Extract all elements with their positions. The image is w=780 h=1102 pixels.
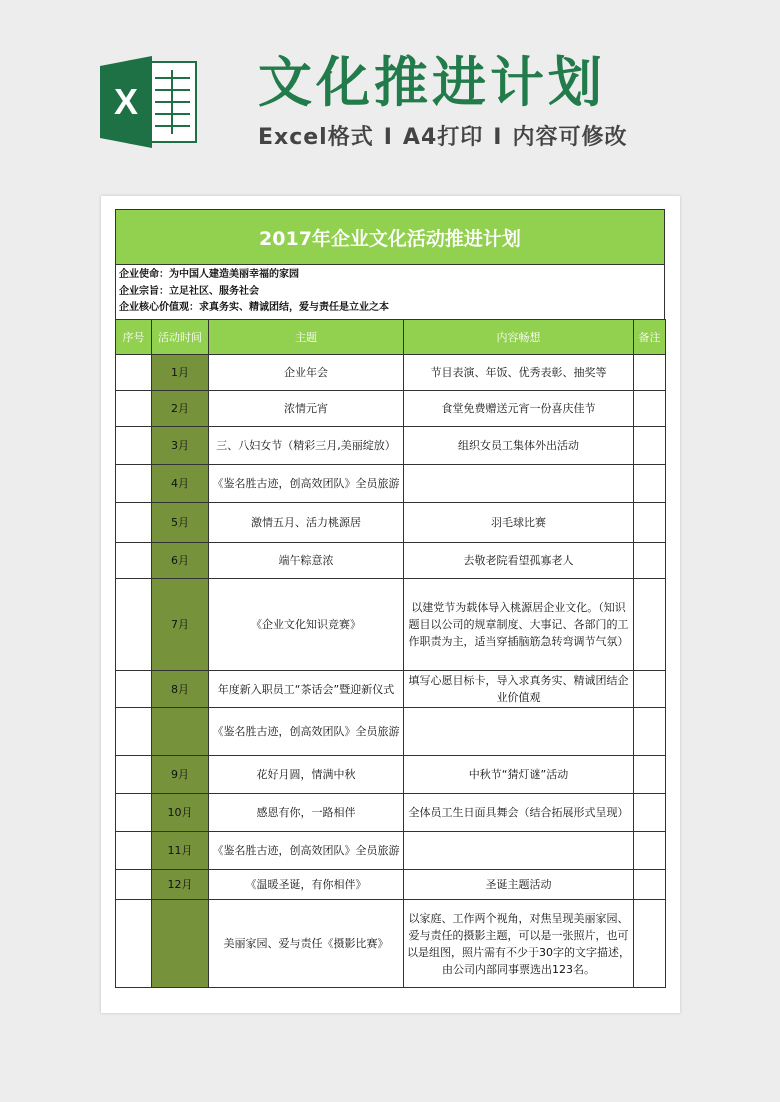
column-header-content[interactable]: 内容畅想	[404, 320, 634, 355]
cell-seq[interactable]	[116, 427, 152, 465]
cell-seq[interactable]	[116, 543, 152, 579]
plan-table	[115, 319, 666, 988]
table-row	[116, 427, 666, 465]
cell-month[interactable]: 12月	[152, 870, 209, 900]
cell-theme[interactable]: 《鉴名胜古迹，创高效团队》全员旅游	[209, 465, 404, 503]
cell-content[interactable]: 全体员工生日面具舞会（结合拓展形式呈现）	[404, 794, 634, 832]
table-row	[116, 671, 666, 708]
info-values[interactable]: 企业核心价值观：求真务实、精诚团结，爱与责任是立业之本	[119, 302, 389, 313]
table-row	[116, 870, 666, 900]
table-row	[116, 900, 666, 988]
cell-content[interactable]: 节目表演、年饭、优秀表彰、抽奖等	[404, 355, 634, 391]
cell-seq[interactable]	[116, 832, 152, 870]
cell-seq[interactable]	[116, 870, 152, 900]
cell-note[interactable]	[634, 579, 666, 671]
cell-theme[interactable]: 年度新入职员工“茶话会”暨迎新仪式	[209, 671, 404, 708]
cell-content[interactable]: 以家庭、工作两个视角，对焦呈现美丽家园、爱与责任的摄影主题，可以是一张照片，也可以是组图，照片需有不少于30字的文字描述，由公司内部同事票选出123名。	[404, 900, 634, 988]
cell-month[interactable]: 4月	[152, 465, 209, 503]
cell-seq[interactable]	[116, 671, 152, 708]
cell-theme[interactable]: 《鉴名胜古迹，创高效团队》全员旅游	[209, 832, 404, 870]
cell-theme[interactable]: 端午粽意浓	[209, 543, 404, 579]
cell-content[interactable]: 圣诞主题活动	[404, 870, 634, 900]
column-header-theme[interactable]: 主题	[209, 320, 404, 355]
subtitle-separator: I	[383, 125, 393, 150]
info-block	[115, 265, 665, 319]
cell-note[interactable]	[634, 832, 666, 870]
cell-note[interactable]	[634, 465, 666, 503]
cell-content[interactable]	[404, 465, 634, 503]
logo-letter: X	[113, 81, 139, 122]
cell-note[interactable]	[634, 503, 666, 543]
cell-seq[interactable]	[116, 756, 152, 794]
cell-seq[interactable]	[116, 355, 152, 391]
cell-month[interactable]: 10月	[152, 794, 209, 832]
subtitle-separator: I	[493, 125, 503, 150]
cell-content[interactable]	[404, 708, 634, 756]
cell-note[interactable]	[634, 708, 666, 756]
column-header-note[interactable]: 备注	[634, 320, 666, 355]
cell-seq[interactable]	[116, 708, 152, 756]
cell-theme[interactable]: 企业年会	[209, 355, 404, 391]
info-purpose[interactable]: 企业宗旨：立足社区、服务社会	[119, 285, 259, 297]
cell-month[interactable]: 7月	[152, 579, 209, 671]
table-row	[116, 355, 666, 391]
table-header-row	[116, 320, 666, 355]
cell-note[interactable]	[634, 900, 666, 988]
cell-month[interactable]: 6月	[152, 543, 209, 579]
column-header-time[interactable]: 活动时间	[152, 320, 209, 355]
cell-seq[interactable]	[116, 900, 152, 988]
subtitle	[258, 122, 627, 154]
cell-note[interactable]	[634, 870, 666, 900]
cell-month[interactable]: 11月	[152, 832, 209, 870]
cell-theme[interactable]: 感恩有你，一路相伴	[209, 794, 404, 832]
table-row	[116, 579, 666, 671]
table-row	[116, 391, 666, 427]
cell-content[interactable]: 中秋节“猜灯谜”活动	[404, 756, 634, 794]
cell-theme[interactable]: 《企业文化知识竞赛》	[209, 579, 404, 671]
table-row	[116, 756, 666, 794]
page-title: 文化推进计划	[258, 51, 606, 114]
cell-theme[interactable]: 三、八妇女节（精彩三月,美丽绽放）	[209, 427, 404, 465]
column-header-seq[interactable]: 序号	[116, 320, 152, 355]
cell-seq[interactable]	[116, 391, 152, 427]
cell-month[interactable]	[152, 708, 209, 756]
cell-content[interactable]: 组织女员工集体外出活动	[404, 427, 634, 465]
table-row	[116, 832, 666, 870]
cell-month[interactable]: 9月	[152, 756, 209, 794]
cell-seq[interactable]	[116, 579, 152, 671]
table-row	[116, 503, 666, 543]
excel-logo-icon	[100, 56, 198, 148]
cell-month[interactable]: 1月	[152, 355, 209, 391]
cell-content[interactable]: 羽毛球比赛	[404, 503, 634, 543]
cell-month[interactable]: 2月	[152, 391, 209, 427]
cell-note[interactable]	[634, 391, 666, 427]
cell-content[interactable]: 去敬老院看望孤寡老人	[404, 543, 634, 579]
cell-seq[interactable]	[116, 794, 152, 832]
cell-note[interactable]	[634, 756, 666, 794]
cell-content[interactable]	[404, 832, 634, 870]
cell-note[interactable]	[634, 671, 666, 708]
cell-content[interactable]: 食堂免费赠送元宵一份喜庆佳节	[404, 391, 634, 427]
cell-theme[interactable]: 花好月圆，情满中秋	[209, 756, 404, 794]
subtitle-format: Excel格式	[258, 125, 374, 150]
cell-seq[interactable]	[116, 503, 152, 543]
cell-theme[interactable]: 浓情元宵	[209, 391, 404, 427]
cell-theme[interactable]: 《鉴名胜古迹，创高效团队》全员旅游	[209, 708, 404, 756]
cell-note[interactable]	[634, 543, 666, 579]
cell-month[interactable]: 5月	[152, 503, 209, 543]
table-row	[116, 708, 666, 756]
cell-content[interactable]: 填写心愿目标卡，导入求真务实、精诚团结企业价值观	[404, 671, 634, 708]
cell-month[interactable]: 8月	[152, 671, 209, 708]
subtitle-edit: 内容可修改	[512, 125, 628, 150]
table-row	[116, 543, 666, 579]
cell-theme[interactable]: 激情五月、活力桃源居	[209, 503, 404, 543]
info-mission[interactable]: 企业使命：为中国人建造美丽幸福的家园	[119, 269, 299, 280]
cell-content[interactable]: 以建党节为载体导入桃源居企业文化。（知识题目以公司的规章制度、大事记、各部门的工作职责为主，适当穿插脑筋急转弯调节气氛）	[404, 579, 634, 671]
table-row	[116, 465, 666, 503]
cell-theme[interactable]: 美丽家园、爱与责任《摄影比赛》	[209, 900, 404, 988]
cell-note[interactable]	[634, 355, 666, 391]
table-row	[116, 794, 666, 832]
subtitle-print: A4打印	[402, 125, 484, 150]
cell-note[interactable]	[634, 794, 666, 832]
spreadsheet	[115, 209, 665, 988]
cell-seq[interactable]	[116, 465, 152, 503]
cell-theme[interactable]: 《温暖圣诞，有你相伴》	[209, 870, 404, 900]
cell-note[interactable]	[634, 427, 666, 465]
cell-month[interactable]: 3月	[152, 427, 209, 465]
sheet-title[interactable]: 2017年企业文化活动推进计划	[115, 209, 665, 265]
cell-month[interactable]	[152, 900, 209, 988]
